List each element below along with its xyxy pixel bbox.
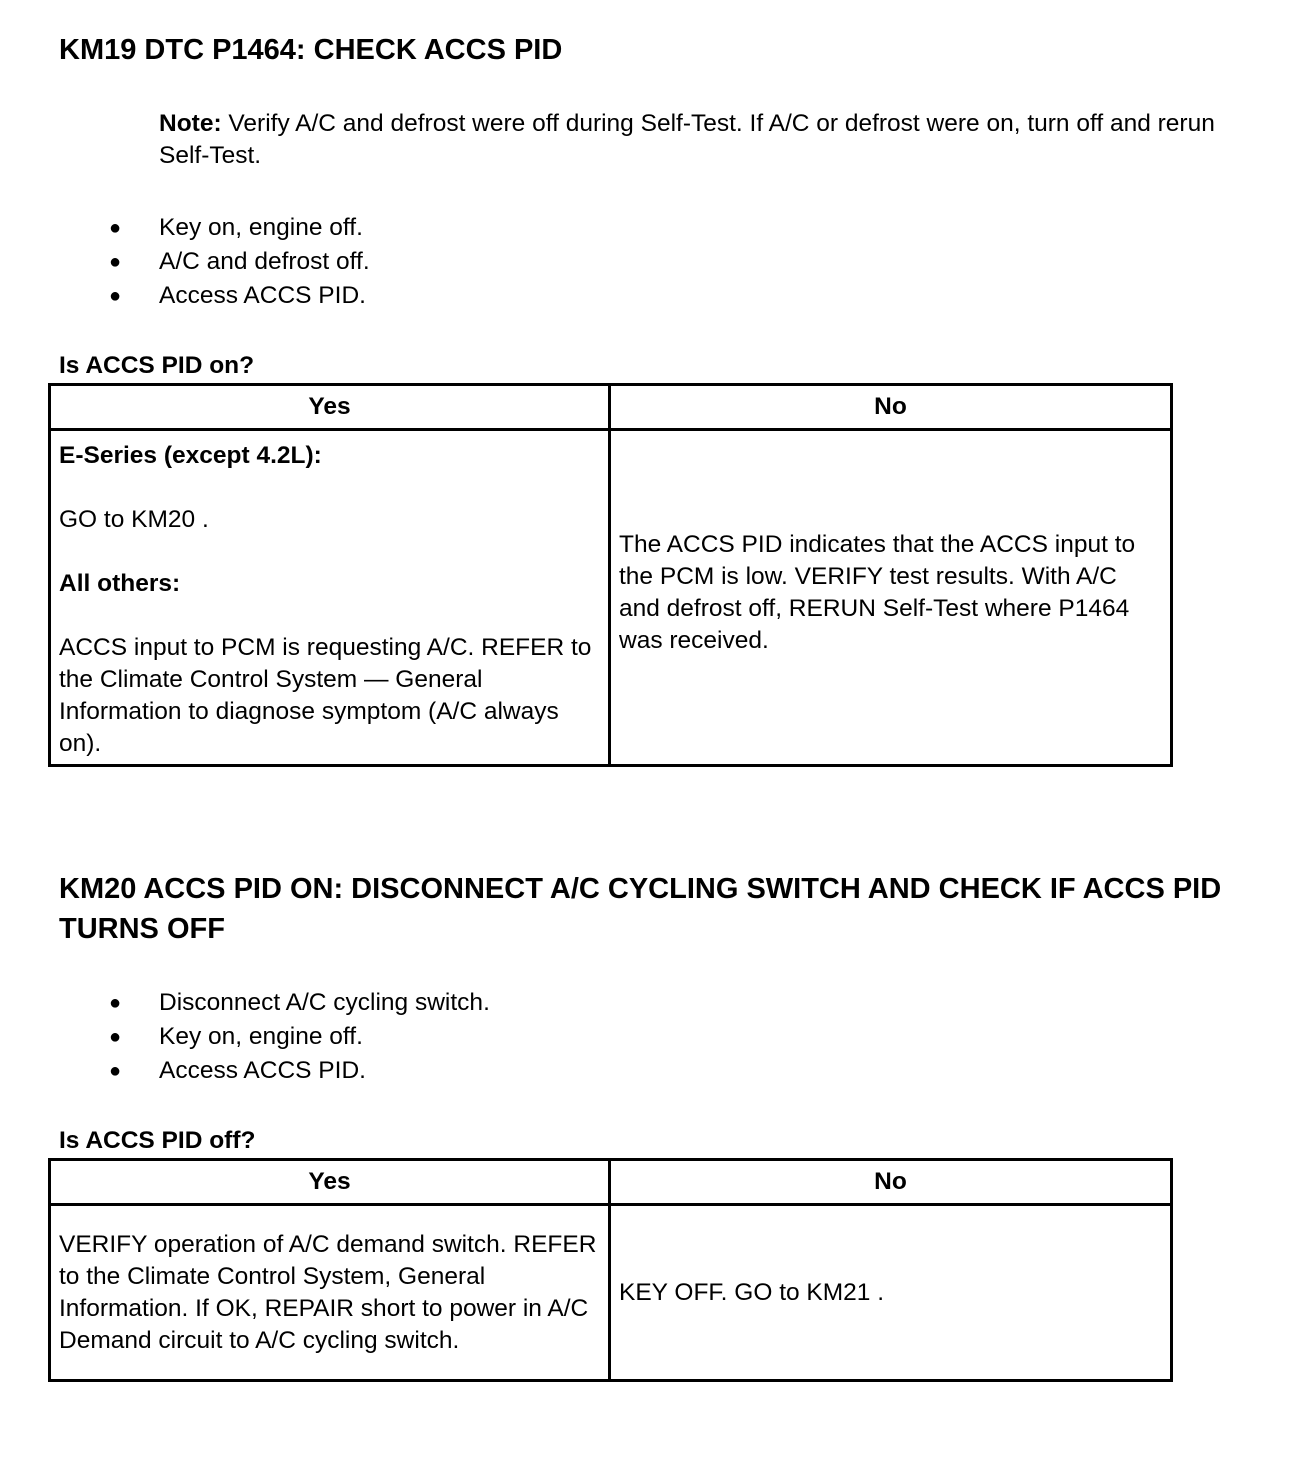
bullet-icon: ● [109, 217, 122, 239]
no-cell [610, 1205, 1172, 1381]
bullet-icon: ● [109, 1026, 122, 1048]
eseries-label: E-Series (except 4.2L): [59, 442, 322, 469]
no-text: KEY OFF. GO to KM21 . [619, 1278, 885, 1306]
km20-heading: KM20 ACCS PID ON: DISCONNECT A/C CYCLING SWITCH AND CHECK IF ACCS PID TURNS OFF [59, 873, 1222, 945]
km20-decision-table [48, 1158, 1173, 1382]
list-item: ● Disconnect A/C cycling switch. [0, 986, 490, 1020]
note-text: Verify A/C and defrost were off during Self-Test. If A/C or defrost were on, turn off and rerun Self-Test. [159, 110, 1215, 169]
km19-decision-table [48, 383, 1173, 767]
table-row [50, 430, 1172, 766]
no-column-header: No [610, 1160, 1172, 1205]
table-header-row [50, 385, 1172, 430]
yes-cell [50, 1205, 610, 1381]
yes-text: VERIFY operation of A/C demand switch. REFER to the Climate Control System, General Information. If OK, REPAIR short to power in A/C Demand circuit to A/C cycling switch. [59, 1230, 597, 1354]
list-item: ● Access ACCS PID. [0, 1054, 490, 1088]
list-item: ● Key on, engine off. [0, 211, 370, 245]
yes-cell [50, 430, 610, 766]
bullet-icon: ● [109, 285, 122, 307]
km20-question: Is ACCS PID off? [59, 1127, 256, 1154]
bullet-icon: ● [109, 1060, 122, 1082]
no-cell [610, 430, 1172, 766]
eseries-action: GO to KM20 . [59, 506, 209, 533]
no-text: The ACCS PID indicates that the ACCS input to the PCM is low. VERIFY test results. With A/C and defrost off, RERUN Self-Test where P1464 was received. [619, 530, 1136, 654]
list-item: ● Access ACCS PID. [0, 279, 370, 313]
yes-column-header: Yes [50, 385, 610, 430]
table-row [50, 1205, 1172, 1381]
bullet-icon: ● [109, 992, 122, 1014]
all-others-action: ACCS input to PCM is requesting A/C. REFER to the Climate Control System — General Information to diagnose symptom (A/C always on). [59, 634, 592, 757]
list-item: ● Key on, engine off. [0, 1020, 490, 1054]
km19-step-list [0, 211, 370, 313]
note-label: Note: [159, 110, 222, 137]
bullet-icon: ● [109, 251, 122, 273]
no-column-header: No [610, 385, 1172, 430]
all-others-label: All others: [59, 570, 181, 597]
yes-column-header: Yes [50, 1160, 610, 1205]
table-header-row [50, 1160, 1172, 1205]
km20-step-list [0, 986, 490, 1088]
km19-note [159, 108, 1259, 172]
km19-heading: KM19 DTC P1464: CHECK ACCS PID [59, 34, 563, 66]
list-item: ● A/C and defrost off. [0, 245, 370, 279]
km19-question: Is ACCS PID on? [59, 352, 255, 379]
